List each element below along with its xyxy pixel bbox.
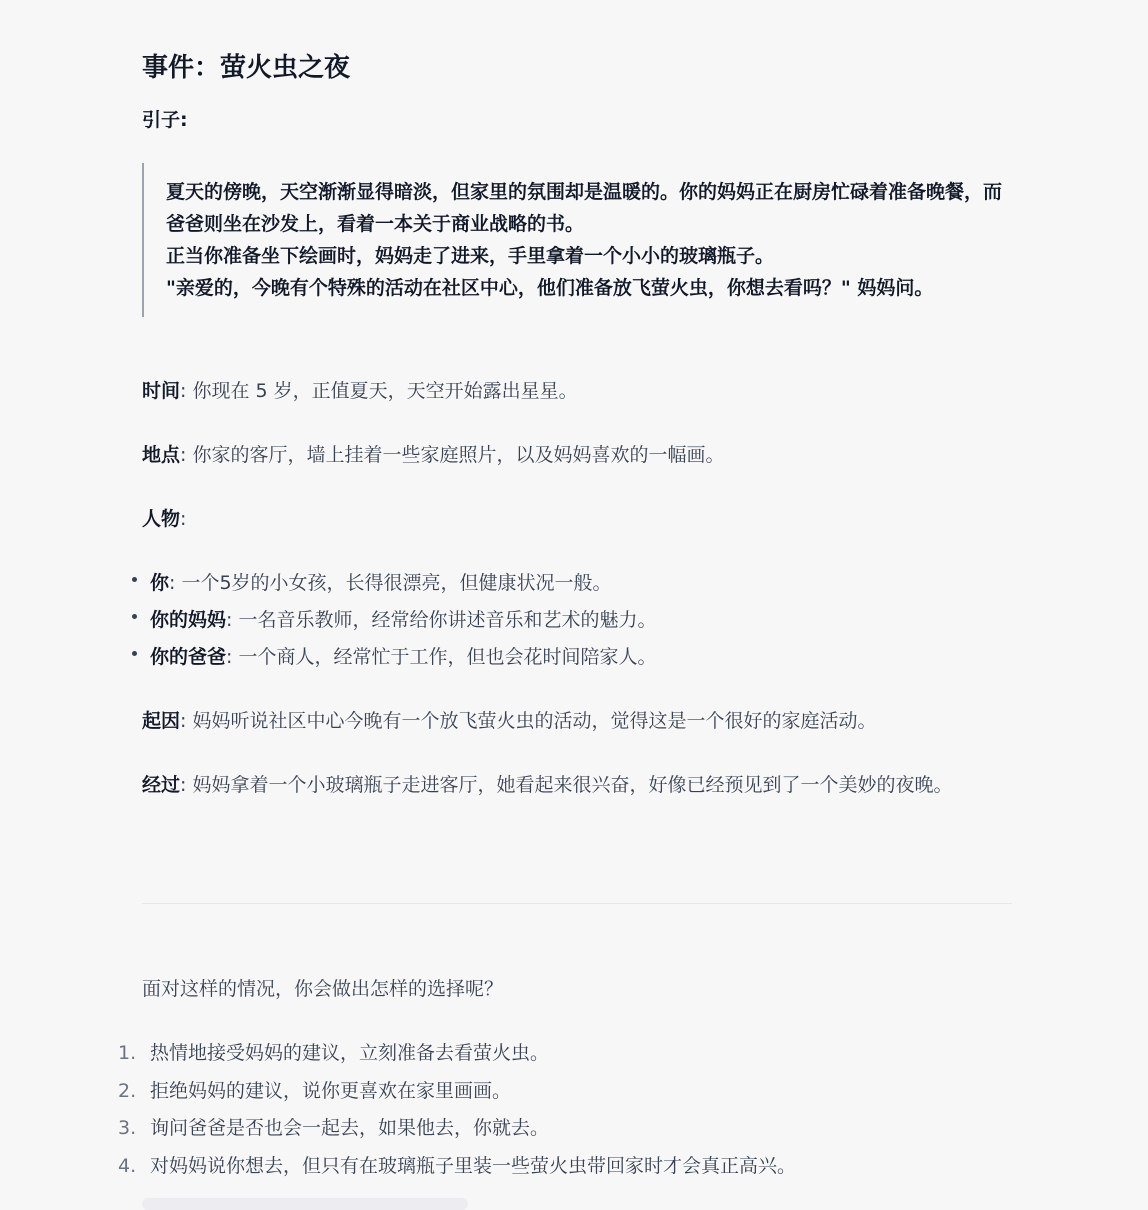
- intro-quote: [142, 163, 1014, 317]
- quote-line: 正当你准备坐下绘画时，妈妈走了进来，手里拿着一个小小的玻璃瓶子。: [166, 245, 775, 267]
- option-text: 拒绝妈妈的建议，说你更喜欢在家里画画。: [150, 1079, 512, 1102]
- option-item: [118, 1148, 797, 1186]
- option-text: 询问爸爸是否也会一起去，如果他去，你就去。: [150, 1117, 550, 1139]
- cause-paragraph: [142, 702, 1012, 740]
- event-title: 事件：萤火虫之夜: [142, 53, 351, 83]
- option-number: 1.: [118, 1042, 137, 1064]
- list-item: [142, 639, 656, 676]
- intro-label: 引子:: [142, 109, 188, 131]
- process-label: 经过: [142, 774, 181, 796]
- list-item: [142, 565, 656, 602]
- divider: [142, 903, 1012, 904]
- cause-label: 起因: [142, 710, 181, 732]
- place-text: : 你家的客厅，墙上挂着一些家庭照片，以及妈妈喜欢的一幅画。: [180, 444, 725, 466]
- character-name: 你: [150, 572, 170, 594]
- option-text: 热情地接受妈妈的建议，立刻准备去看萤火虫。: [150, 1042, 550, 1064]
- process-text: : 妈妈拿着一个小玻璃瓶子走进客厅，她看起来很兴奋，好像已经预见到了一个美妙的夜晚。: [180, 774, 953, 796]
- option-item: [118, 1035, 796, 1073]
- question-text: 面对这样的情况，你会做出怎样的选择呢？: [142, 978, 504, 1000]
- time-paragraph: [142, 372, 1012, 410]
- character-desc: : 一名音乐教师，经常给你讲述音乐和艺术的魅力。: [226, 609, 657, 631]
- option-item: [118, 1073, 796, 1111]
- option-item: [118, 1110, 796, 1148]
- place-paragraph: [142, 436, 1012, 474]
- character-desc: : 一个5岁的小女孩，长得很漂亮，但健康状况一般。: [169, 572, 612, 594]
- character-name: 你的妈妈: [150, 609, 227, 631]
- characters-suffix: :: [180, 508, 187, 530]
- option-text: 对妈妈说你想去，但只有在玻璃瓶子里装一些萤火虫带回家时才会真正高兴。: [150, 1154, 797, 1177]
- quote-line: 夏天的傍晚，天空渐渐显得暗淡，但家里的氛围却是温暖的。你的妈妈正在厨房忙碌着准备晚餐，而爸爸则坐在沙发上，看着一本关于商业战略的书。: [166, 181, 1003, 235]
- time-label: 时间: [142, 380, 181, 402]
- time-text: : 你现在 5 岁，正值夏天，天空开始露出星星。: [180, 380, 578, 402]
- character-desc: : 一个商人，经常忙于工作，但也会花时间陪家人。: [226, 646, 657, 668]
- characters-label: 人物: [142, 508, 181, 530]
- characters-list: [142, 565, 656, 676]
- process-paragraph: [142, 766, 1010, 804]
- code-block-edge: [142, 1198, 468, 1210]
- list-item: [142, 602, 656, 639]
- character-name: 你的爸爸: [150, 646, 227, 668]
- option-number: 4.: [118, 1154, 137, 1177]
- option-number: 2.: [118, 1079, 137, 1102]
- cause-text: : 妈妈听说社区中心今晚有一个放飞萤火虫的活动，觉得这是一个很好的家庭活动。: [180, 710, 877, 732]
- quote-line: "亲爱的，今晚有个特殊的活动在社区中心，他们准备放飞萤火虫，你想去看吗？" 妈妈问。: [166, 277, 934, 299]
- options-list: [118, 1035, 797, 1185]
- place-label: 地点: [142, 444, 181, 466]
- characters-paragraph: [142, 500, 1012, 538]
- option-number: 3.: [118, 1117, 137, 1139]
